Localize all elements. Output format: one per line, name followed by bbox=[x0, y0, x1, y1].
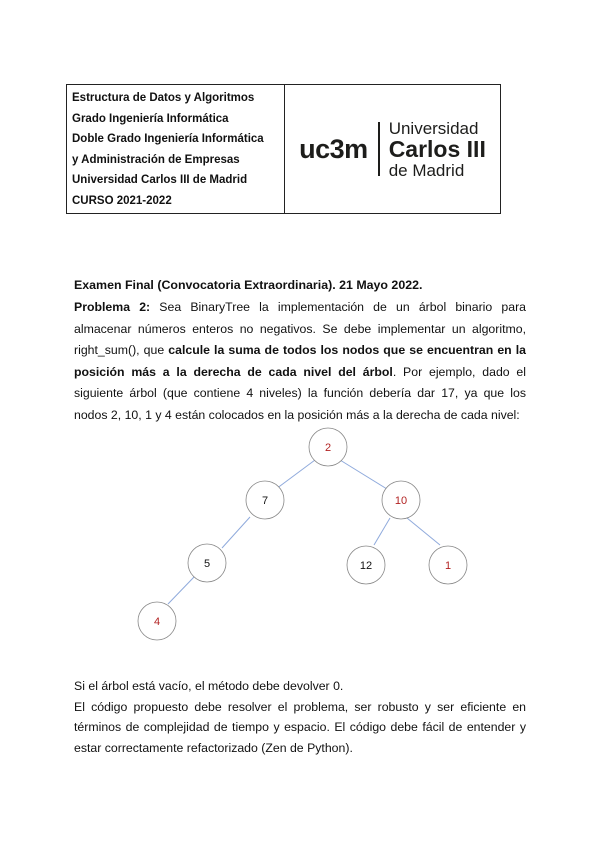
tree-node-label: 4 bbox=[153, 616, 161, 628]
tree-node-label: 7 bbox=[261, 495, 269, 507]
tree-node-4 bbox=[138, 602, 176, 640]
edge-7-5 bbox=[222, 517, 250, 548]
tree-node-label: 2 bbox=[324, 442, 332, 454]
problem-label: Problema 2: bbox=[74, 300, 151, 314]
edge-10-12 bbox=[374, 518, 390, 545]
tree-node-label: 1 bbox=[444, 560, 452, 572]
logo-text bbox=[389, 120, 486, 179]
tree-node-2 bbox=[309, 428, 347, 466]
header-table bbox=[66, 84, 501, 214]
course-line-year: CURSO 2021-2022 bbox=[72, 194, 172, 207]
tree-node-7 bbox=[246, 481, 284, 519]
tree-node-label: 12 bbox=[359, 560, 373, 572]
university-logo bbox=[299, 120, 486, 179]
logo-mark: uc3m bbox=[299, 133, 368, 164]
tree-node-label: 5 bbox=[203, 558, 211, 570]
course-line-subject: Estructura de Datos y Algoritmos bbox=[72, 92, 255, 104]
problem-text-2: . Por ejemplo, dado el siguiente árbol (que contiene 4 niveles) la función debería dar 17, ya que los nodos 2, 10, 1 y 4 están colocados en la posición más a la derecha de cada nivel: bbox=[74, 364, 526, 422]
tree-node-12 bbox=[347, 546, 385, 584]
logo-divider bbox=[378, 122, 380, 176]
logo-cell bbox=[285, 85, 500, 213]
tree-node-5 bbox=[188, 544, 226, 582]
quality-requirements: El código propuesto debe resolver el problema, ser robusto y ser eficiente en términos de complejidad de tiempo y espacio. El código debe fácil de entender y estar correctamente refactorizado (Zen de Python). bbox=[74, 699, 526, 755]
exam-title: Examen Final (Convocatoria Extraordinaria). 21 Mayo 2022. bbox=[74, 278, 423, 292]
tree-nodes bbox=[138, 428, 467, 640]
logo-line3: de Madrid bbox=[388, 160, 465, 180]
course-line-degree: Grado Ingeniería Informática bbox=[72, 112, 229, 125]
edge-2-10 bbox=[340, 460, 387, 489]
edge-10-1 bbox=[407, 518, 440, 545]
course-line-double-degree: Doble Grado Ingeniería Informática bbox=[72, 133, 264, 146]
course-line-university: Universidad Carlos III de Madrid bbox=[72, 174, 248, 187]
binary-tree-diagram bbox=[0, 420, 600, 660]
tree-node-1 bbox=[429, 546, 467, 584]
tree-node-10 bbox=[382, 481, 420, 519]
logo-line1: Universidad bbox=[388, 118, 479, 138]
course-info bbox=[67, 85, 285, 213]
problem-text-1: Sea BinaryTree la implementación de un árbol binario para almacenar números enteros no negativos. Se debe implementar un algoritmo, right_sum(), que bbox=[74, 300, 527, 358]
edge-2-7 bbox=[276, 460, 315, 489]
requirements-section bbox=[74, 676, 526, 758]
edge-5-4 bbox=[168, 577, 194, 604]
problem-section bbox=[74, 276, 526, 427]
problem-text-bold: calcule la suma de todos los nodos que se encuentran en la posición más a la derecha de cada nivel del árbol bbox=[74, 343, 527, 379]
logo-line2: Carlos III bbox=[388, 135, 486, 162]
problem-statement bbox=[74, 297, 526, 427]
tree-node-label: 10 bbox=[394, 495, 408, 507]
course-line-double-degree-cont: y Administración de Empresas bbox=[72, 153, 240, 166]
empty-tree-note: Si el árbol está vacío, el método debe devolver 0. bbox=[74, 679, 344, 693]
